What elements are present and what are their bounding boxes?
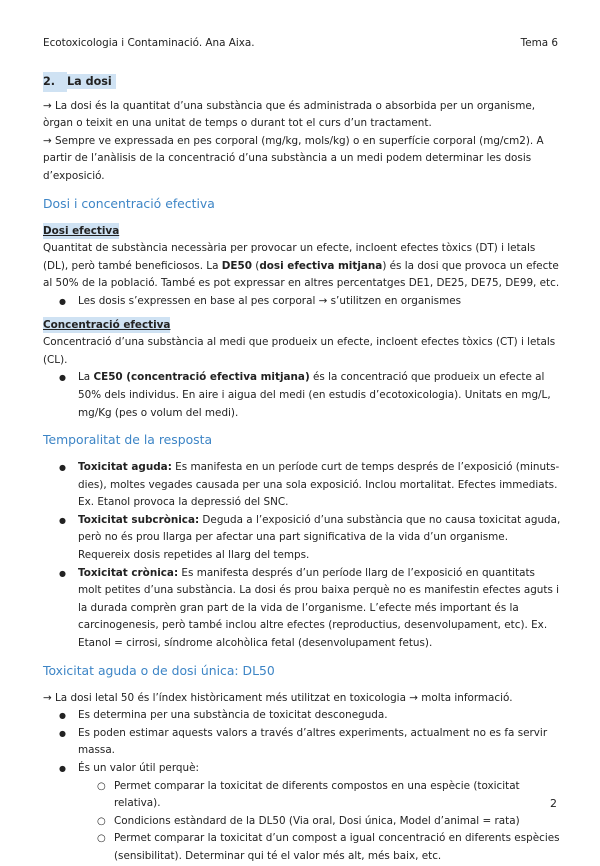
list-item: ● Toxicitat subcrònica: Deguda a l’exposició d’una substància que no causa toxicitat aguda, però no és prou llarga per afectar una part significativa de la vida d’un organisme. Requereix dosis repetides al llarg del temps.	[43, 512, 561, 565]
subheading-dl50: Toxicitat aguda o de dosi única: DL50	[43, 662, 275, 678]
heading-concentracio-efectiva: Concentració efectiva	[43, 318, 171, 331]
section-number: 2.	[43, 72, 67, 92]
list-item: ● Les dosis s’expressen en base al pes corporal → s’utilitzen en organismes	[43, 293, 561, 311]
header-title: Ecotoxicologia i Contaminació. Ana Aixa.	[43, 37, 255, 49]
list-item: ● Es determina per una substància de toxicitat desconeguda.	[43, 707, 561, 725]
sub-list-item: ○ Permet comparar la toxicitat de diferents compostos en una espècie (toxicitat relativa).	[43, 778, 561, 813]
list-item: ● Es poden estimar aquests valors a través d’altres experiments, actualment no es fa servir massa.	[43, 725, 561, 760]
list-item: ● És un valor útil perquè:	[43, 760, 561, 778]
dl50-sublist	[43, 778, 561, 866]
heading-dosi-efectiva: Dosi efectiva	[43, 224, 120, 237]
list-item: ● La CE50 (concentració efectiva mitjana) és la concentració que produeix un efecte al 50% dels individus. En aire i aigua del medi (en estudis d’ecotoxicologia). Unitats en mg/L, mg/Kg (pes o volum del medi).	[43, 369, 561, 422]
intro-paragraph-1: → La dosi és la quantitat d’una substància que és administrada o absorbida per un organisme, òrgan o teixit en una unitat de temps o durant tot el curs d’un tractament.	[43, 99, 536, 130]
section-title: La dosi	[67, 75, 112, 88]
header-topic: Tema 6	[520, 37, 558, 49]
document-body	[43, 72, 561, 866]
list-item: ● Toxicitat crònica: Es manifesta després d’un període llarg de l’exposició en quantitats molt petites d’una substància. La dosi és prou baixa perquè no es manifestin efectes aguts i la durada comprèn gran part de la vida de l’organisme. L’efecte més important és la carcinogenesis, però també inclou altre efectes (reproductius, desenvolupament, etc). Ex. Etanol = cirrosi, síndrome alcohòlica fetal (desenvolupament fetus).	[43, 565, 561, 653]
subheading-dosi-concentracio: Dosi i concentració efectiva	[43, 195, 215, 211]
temporalitat-list	[43, 459, 561, 653]
list-item: ● Toxicitat aguda: Es manifesta en un període curt de temps després de l’exposició (minuts-dies), moltes vegades causada per una sola exposició. Inclou mortalitat. Efectes immediats. Ex. Etanol provoca la depressió del SNC.	[43, 459, 561, 512]
section-heading	[43, 72, 561, 92]
sub-list-item: ○ Permet comparar la toxicitat d’un compost a igual concentració en diferents espècies (sensibilitat). Determinar qui té el valor més alt, més baix, etc.	[43, 830, 561, 865]
subheading-temporalitat: Temporalitat de la resposta	[43, 432, 213, 448]
dosi-paragraph: Quantitat de substància necessària per provocar un efecte, incloent efectes tòxics (DT) i letals (DL), però també beneficiosos. La DE50 (dosi efectiva mitjana) és la dosi que provoca un efecte al 50% de la població. També es pot expressar en altres percentatges DE1, DE25, DE75, DE99, etc.	[43, 242, 560, 290]
intro-paragraph-2: → Sempre ve expressada en pes corporal (mg/kg, mols/kg) o en superfície corporal (mg/cm2). A partir de l’anàlisis de la concentració d’una substància a un medi podem determinar les dosis d’exposició.	[43, 134, 544, 182]
concentracio-paragraph: Concentració d’una substància al medi que produeix un efecte, incloent efectes tòxics (CT) i letals (CL).	[43, 336, 556, 366]
dl50-list	[43, 707, 561, 777]
sub-list-item: ○ Condicions estàndard de la DL50 (Via oral, Dosi única, Model d’animal = rata)	[43, 813, 561, 831]
dl50-intro: → La dosi letal 50 és l’índex històricament més utilitzat en toxicologia → molta informació.	[43, 691, 513, 704]
page-number: 2	[550, 797, 557, 810]
